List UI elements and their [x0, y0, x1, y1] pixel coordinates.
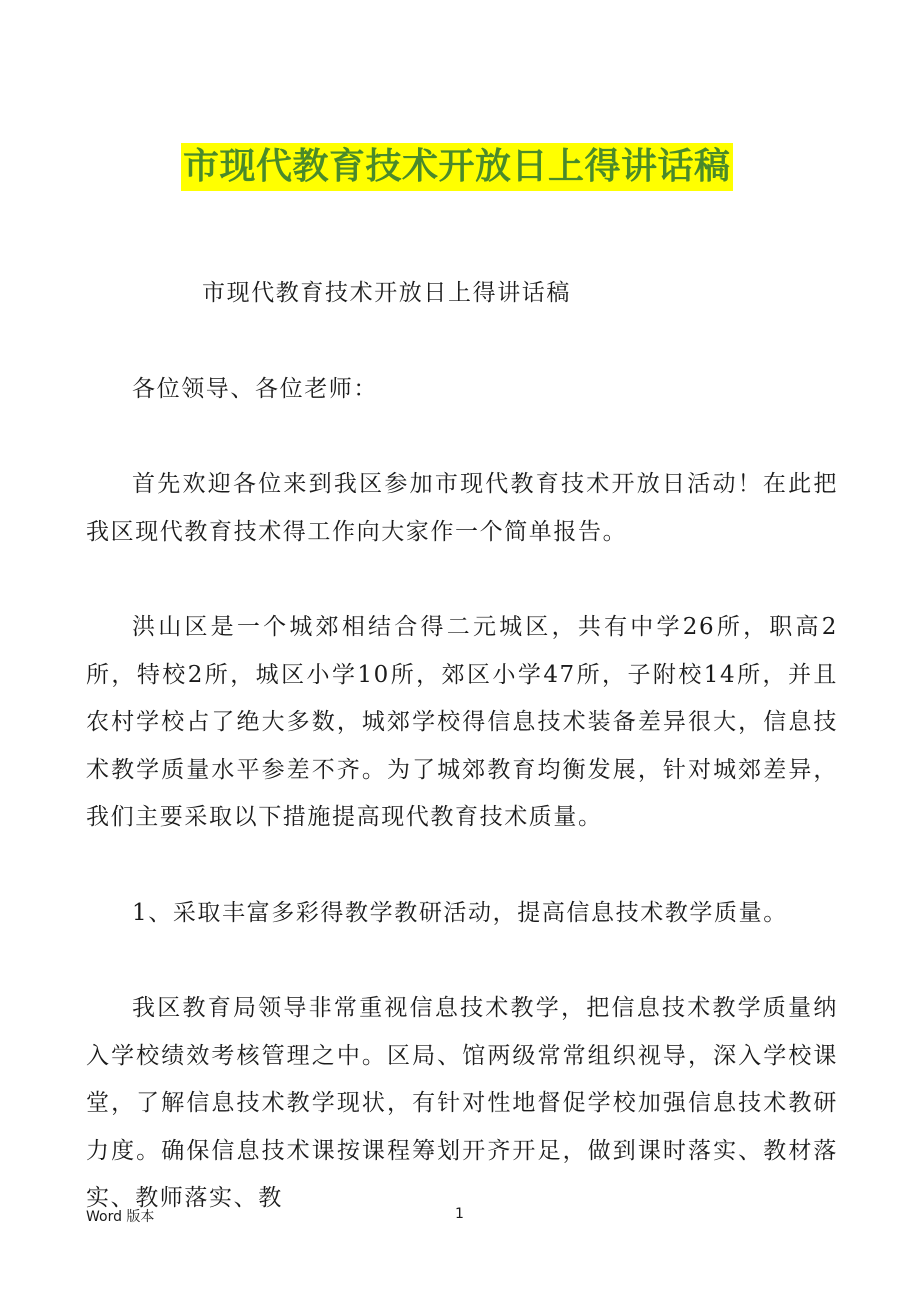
paragraph-district-overview: 洪山区是一个城郊相结合得二元城区，共有中学26所，职高2所，特校2所，城区小学10所，郊区小学47所，子附校14所，并且农村学校占了绝大多数，城郊学校得信息技术装备差异很大，信息技术教学质量水平参差不齐。为了城郊教育均衡发展，针对城郊差异，我们主要采取以下措施提高现代教育技术质量。	[86, 614, 838, 830]
footer-page-number: 1	[455, 1206, 464, 1222]
footer-version-label: Word 版本	[86, 1209, 155, 1225]
document-subtitle: 市现代教育技术开放日上得讲话稿	[202, 280, 571, 306]
paragraph-intro: 首先欢迎各位来到我区参加市现代教育技术开放日活动！在此把我区现代教育技术得工作向大家作一个简单报告。	[86, 471, 838, 545]
document-body	[86, 270, 838, 1223]
paragraph-teaching-quality: 我区教育局领导非常重视信息技术教学，把信息技术教学质量纳入学校绩效考核管理之中。区局、馆两级常常组织视导，深入学校课堂，了解信息技术教学现状，有针对性地督促学校加强信息技术教研力度。确保信息技术课按课程筹划开齐开足，做到课时落实、教材落实、教师落实、教	[86, 995, 838, 1211]
greeting-line: 各位领导、各位老师：	[132, 375, 378, 402]
document-title: 市现代教育技术开放日上得讲话稿	[181, 143, 733, 191]
paragraph-section-heading: 1、采取丰富多彩得教学教研活动，提高信息技术教学质量。	[132, 899, 788, 926]
